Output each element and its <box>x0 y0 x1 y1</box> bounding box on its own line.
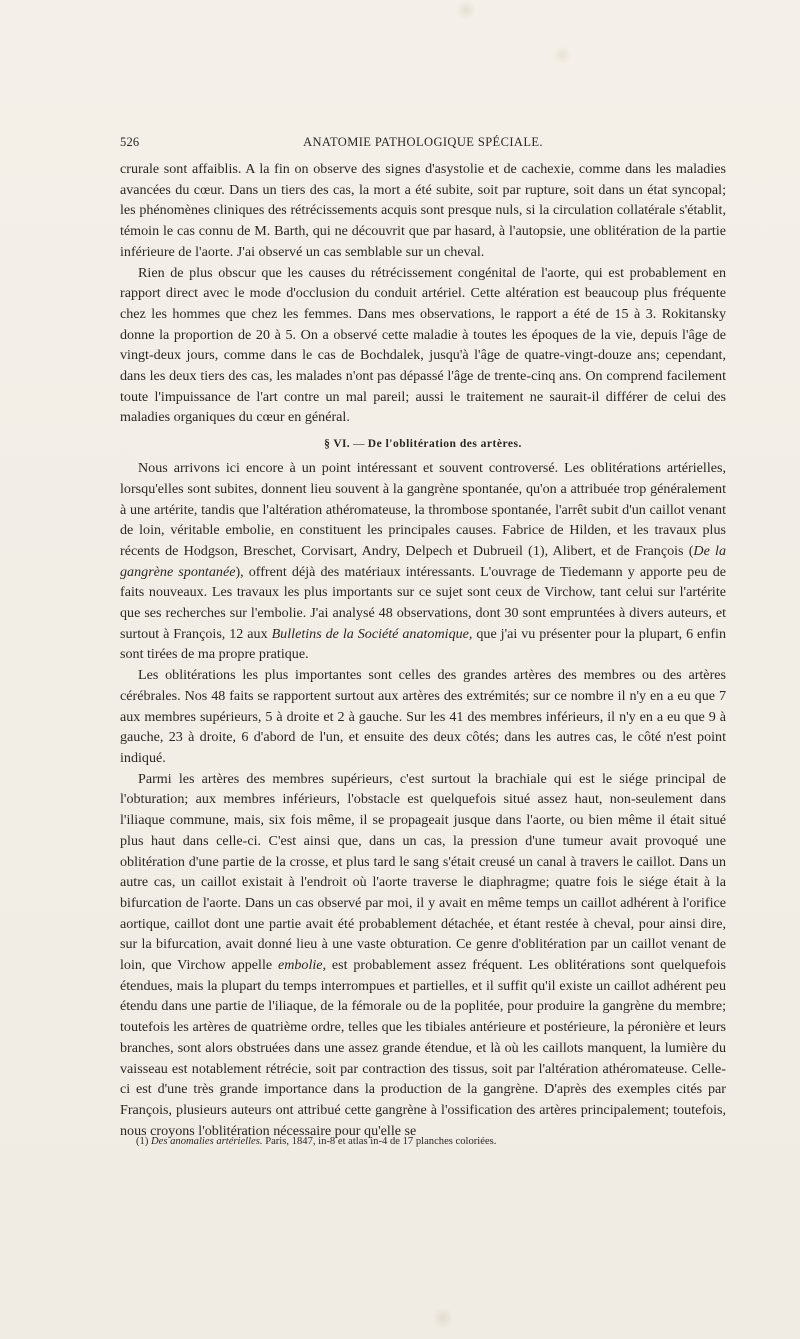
body-text <box>120 159 726 1141</box>
section-heading <box>120 436 726 452</box>
paper-stain <box>434 1306 452 1330</box>
paragraph-text: , que j'ai vu présenter pour la plupart, 6 enfin sont tirées de ma propre pratique. <box>120 625 727 663</box>
paragraph <box>120 458 726 665</box>
paragraph <box>120 769 726 1142</box>
running-head: ANATOMIE PATHOLOGIQUE SPÉCIALE. <box>303 135 543 149</box>
paragraph-text: Parmi les artères des membres supérieurs, c'est surtout la brachiale qui est le siége principal de l'obturation; aux membres inférieurs, l'obstacle est quelquefois situé assez haut, non-seulement dans l'iliaque commune, mais, six fois même, il se propageait jusque dans l'aorte, ou bien même il était situé plus haut dans celle-ci. C'est ainsi que, dans un cas, la pression d'une tumeur avait provoqué une oblitération d'une partie de la crosse, et plus tard le sang s'était creusé un canal à travers le caillot. Dans un autre cas, un caillot existait à l'endroit où l'aorte traverse le diaphragme; quatre fois le siége était à la bifurcation de l'aorte. Dans un cas observé par moi, il y avait en même temps un caillot adhérent à l'orifice aortique, caillot dont une partie avait été probablement détachée, et étant restée à cheval, pour ainsi dire, sur la bifurcation, avait donné lieu à une vaste obturation. Ce genre d'oblitération par un caillot venant de loin, que Virchow appelle <box>120 770 726 974</box>
section-number: VI. <box>333 438 350 451</box>
section-symbol: § <box>324 438 331 451</box>
section-title-text: De l'oblitération des artères. <box>367 438 522 451</box>
paper-stain <box>553 46 571 64</box>
page-number: 526 <box>120 135 140 149</box>
paragraph-text: , est probablement assez fréquent. Les oblitérations sont quelquefois étendues, mais la plupart du temps interrompues et partielles, et il suffit qu'il existe un caillot adhérent peu étendu dans une partie de l'iliaque, de la fémorale ou de la poplitée, pour produire la gangrène du membre; toutefois les artères de quatrième ordre, telles que les tibiales antérieure et postérieure, la péronière et leurs branches, sont alors obstruées dans une assez grande étendue, et là où les caillots manquent, la lumière du vaisseau est notablement rétrécie, soit par contraction des tissus, soit par l'altération athéromateuse. Celle-ci est d'une très grande importance dans la production de la gangrène. D'après des exemples cités par François, plusieurs auteurs ont attribué cette gangrène à l'ossification des artères principalement; toutefois, nous croyons l'oblitération nécessaire pour qu'elle se <box>120 957 727 1139</box>
paragraph: crurale sont affaiblis. A la fin on observe des signes d'asystolie et de cachexie, comme dans les maladies avancées du cœur. Dans un tiers des cas, la mort a été subite, soit par rupture, soit dans un état syncopal; les phénomènes cliniques des rétrécissements acquis sont presque nuls, si la circulation collatérale s'établit, témoin le cas connu de M. Barth, qui ne découvrit que par hasard, à l'autopsie, une oblitération de la partie inférieure de l'aorte. J'ai observé un cas semblable sur un cheval. <box>120 161 726 260</box>
paragraph-text: Nous arrivons ici encore à un point intéressant et souvent controversé. Les oblitérations artérielles, lorsqu'elles sont subites, donnent lieu souvent à la gangrène spontanée, qu'on a attribuée trop généralement à une artérite, tandis que l'altération athéromateuse, la thrombose spontanée, l'arrêt subit d'un caillot venant de loin, véritable embolie, en constituent les principales causes. Fabrice de Hilden, et les travaux plus récents de Hodgson, Breschet, Corvisart, Andry, Delpech et Dubrueil (1), Alibert, et de François ( <box>120 460 726 559</box>
page-header <box>120 135 726 155</box>
section-dash: — <box>352 438 365 451</box>
italic-term: embolie <box>277 957 323 974</box>
paper-stain <box>455 0 477 20</box>
italic-title: Bulletins de la Société anatomique <box>271 625 469 642</box>
paragraph: Rien de plus obscur que les causes du rétrécissement congénital de l'aorte, qui est probablement en rapport direct avec le mode d'occlusion du conduit artériel. Cette altération est beaucoup plus fréquente chez les hommes que chez les femmes. Dans mes observations, le rapport a été de 15 à 3. Rokitansky donne la proportion de 20 à 5. On a observé cette maladie à toutes les époques de la vie, depuis l'âge de vingt-deux jours, comme dans le cas de Bochdalek, jusqu'à l'âge de quatre-vingt-douze ans; cependant, dans les deux tiers des cas, les malades n'ont pas dépassé l'âge de trente-cinq ans. On comprend facilement toute l'impuissance de l'art contre un mal pareil; aussi le traitement ne saurait-il différer de celui des maladies organiques du cœur en général. <box>120 264 726 426</box>
paragraph-text: ), offrent déjà des matériaux intéressants. L'ouvrage de Tiedemann y apporte peu de faits nouveaux. Les travaux les plus importants sur ce sujet sont ceux de Virchow, tant celui sur l'artérite que ses recherches sur l'embolie. J'ai analysé 48 observations, dont 30 sont empruntées à divers auteurs, et surtout à François, 12 aux <box>120 563 726 642</box>
italic-title: De la gangrène spontanée <box>120 542 726 580</box>
footnote-marker: (1) <box>136 1136 149 1147</box>
paragraph: Les oblitérations les plus importantes sont celles des grandes artères des membres ou des artères cérébrales. Nos 48 faits se rapportent surtout aux artères des extrémités; sur ce nombre il n'y en a eu que 7 aux membres supérieurs, 5 à droite et 2 à gauche. Sur les 41 des membres inférieurs, il n'y en a eu que 9 à gauche, 23 à droite, 6 d'abord de l'un, et ensuite des deux côtés; dans les autres cas, le côté n'est point indiqué. <box>120 667 726 766</box>
footnote-text: Paris, 1847, in-8 et atlas in-4 de 17 planches coloriées. <box>265 1136 497 1147</box>
footnote <box>136 1135 726 1149</box>
footnote-title: Des anomalies artérielles. <box>151 1136 263 1147</box>
